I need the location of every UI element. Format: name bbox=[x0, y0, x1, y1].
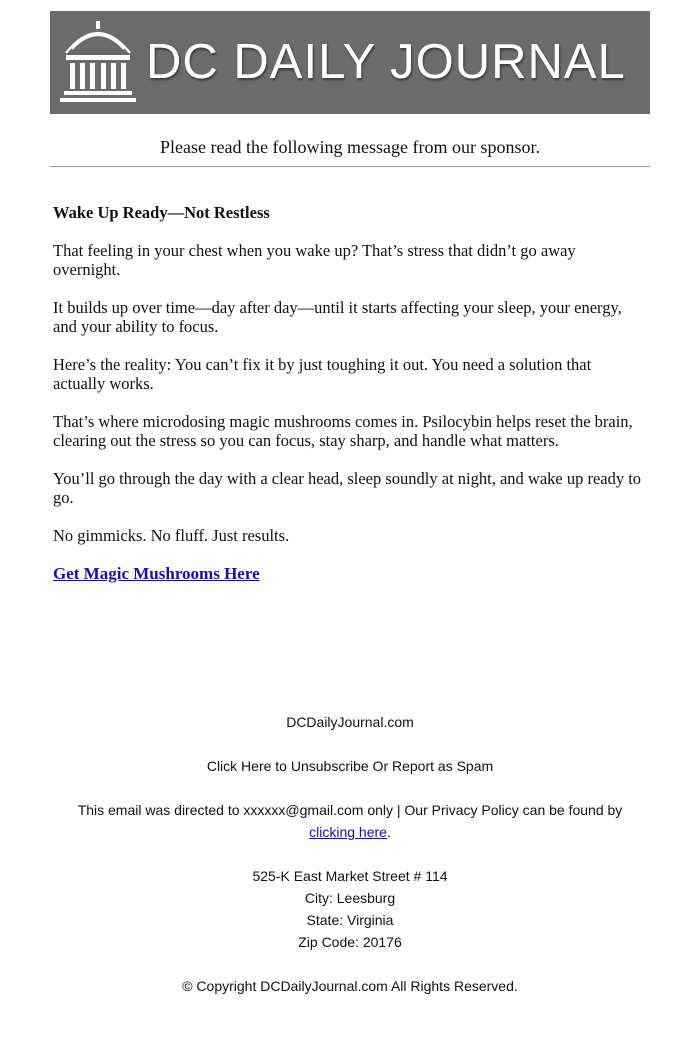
article-paragraph: You’ll go through the day with a clear head, sleep soundly at night, and wake up ready to go. bbox=[53, 469, 642, 507]
state-line: State: Virginia bbox=[306, 912, 394, 928]
privacy-suffix: . bbox=[386, 824, 391, 840]
footer-site: DCDailyJournal.com bbox=[286, 714, 414, 730]
article-paragraph: That feeling in your chest when you wake up? That’s stress that didn’t go away overnight. bbox=[53, 241, 576, 279]
article-paragraph: No gimmicks. No fluff. Just results. bbox=[53, 526, 290, 545]
article-paragraph: Here’s the reality: You can’t fix it by just toughing it out. You need a solution that actually works. bbox=[53, 355, 592, 393]
article-headline: Wake Up Ready—Not Restless bbox=[53, 203, 270, 222]
privacy-link[interactable]: clicking here bbox=[309, 824, 387, 840]
email-container bbox=[50, 11, 650, 583]
site-title: DC DAILY JOURNAL bbox=[146, 35, 626, 89]
copyright: © Copyright DCDailyJournal.com All Rights Reserved. bbox=[182, 978, 518, 994]
city-line: City: Leesburg bbox=[304, 890, 396, 906]
sponsor-note: Please read the following message from our sponsor. bbox=[160, 137, 540, 157]
privacy-notice bbox=[50, 799, 650, 843]
email-footer bbox=[50, 711, 650, 997]
capitol-dome-icon bbox=[60, 19, 136, 107]
article-paragraph: It builds up over time—day after day—until it starts affecting your sleep, your energy, and your ability to focus. bbox=[53, 298, 622, 336]
zip-line: Zip Code: 20176 bbox=[298, 934, 402, 950]
article-paragraph: That’s where microdosing magic mushrooms comes in. Psilocybin helps reset the brain, clearing out the stress so you can focus, stay sharp, and handle what matters. bbox=[53, 412, 633, 450]
unsubscribe-link[interactable]: Click Here to Unsubscribe Or Report as Spam bbox=[206, 758, 494, 774]
divider bbox=[50, 166, 650, 167]
address-line: 525-K East Market Street # 114 bbox=[252, 868, 448, 884]
cta-link[interactable]: Get Magic Mushrooms Here bbox=[53, 564, 260, 583]
article-body bbox=[50, 203, 650, 583]
header-banner bbox=[50, 11, 650, 114]
directed-text: This email was directed to xxxxxx@gmail.com only | Our Privacy Policy can be found by bbox=[77, 802, 623, 818]
